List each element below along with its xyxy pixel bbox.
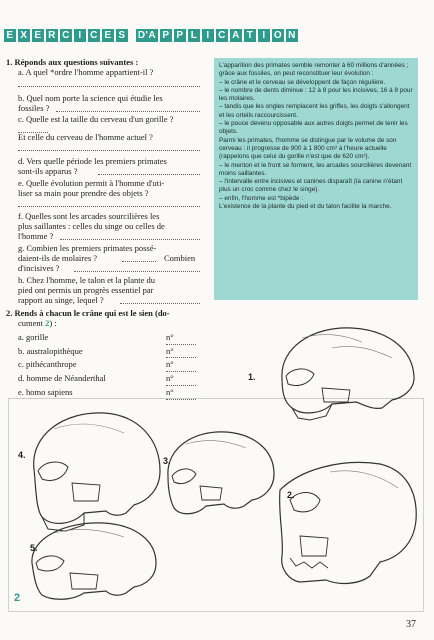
skull-label: 4.: [18, 450, 26, 460]
q1-c-line1: c. Quelle est la taille du cerveau d'un gorille ?: [18, 114, 174, 124]
banner-letter: C: [60, 29, 72, 42]
banner-letter: N: [286, 29, 298, 42]
q1-e-answer[interactable]: [18, 198, 200, 209]
q1-g-line2: daient-ils de molaires ?: [18, 253, 98, 263]
list-item: [18, 372, 196, 386]
banner-gap: [130, 29, 134, 42]
banner-letter: E: [102, 29, 114, 42]
banner-letter: I: [258, 29, 270, 42]
info-paragraph: – le menton et le front se forment, les arcades sourcilières devenant moins saillantes.: [219, 161, 412, 177]
q1-c-line2: Et celle du cerveau de l'homme actuel ?: [18, 132, 153, 142]
q1-d-answer[interactable]: [98, 166, 200, 177]
list-item-number[interactable]: n°: [166, 345, 196, 359]
q1-a: a. A quel *ordre l'homme appartient-il ?: [18, 67, 154, 77]
info-paragraph: – le crâne et le cerveau se développent de façon régulière.: [219, 78, 386, 86]
banner-letter: I: [202, 29, 214, 42]
banner-letter: L: [188, 29, 200, 42]
list-item-label: d. homme de Néanderthal: [18, 373, 106, 384]
list-item-label: b. australopithèque: [18, 345, 83, 356]
list-item: [18, 358, 196, 372]
banner-letter: D'A: [137, 30, 157, 41]
banner-letter: P: [160, 29, 172, 42]
list-item-number[interactable]: n°: [166, 372, 196, 386]
q2-document-number: 2: [45, 318, 50, 328]
info-paragraph: – le pouce devenu opposable aux autres doigts permet de tenir les objets.: [219, 120, 408, 136]
q1-g-line2b: Combien: [164, 253, 196, 263]
q1-d-line2: sont-ils apparus ?: [18, 166, 78, 176]
list-item: [18, 331, 196, 345]
q1-f-line1: f. Quelles sont les arcades sourcilières les: [18, 211, 160, 221]
skull-label: 5.: [30, 543, 38, 553]
banner-letter: C: [216, 29, 228, 42]
banner-letter: S: [116, 29, 128, 42]
q1-h-line1: h. Chez l'homme, le talon et la plante du: [18, 275, 156, 285]
page-number: 37: [406, 619, 416, 630]
exercise-banner: [4, 29, 298, 42]
skull-label: 2.: [287, 490, 295, 500]
list-item-label: e. homo sapiens: [18, 386, 73, 397]
q2-heading: [6, 308, 170, 318]
info-paragraph: L'apparition des primates semble remonter à 60 millions d'années ; grâce aux fossiles, on peut reconstituer leur évolution :: [219, 62, 409, 78]
banner-letter: E: [32, 29, 44, 42]
info-paragraph: – le nombre de dents diminue : 12 à 8 pour les incisives, 16 à 8 pour les molaires.: [219, 86, 413, 103]
info-paragraph: – enfin, l'homme est *bipède :: [219, 194, 303, 202]
q1-e-line1: e. Quelle évolution permit à l'homme d'uti-: [18, 178, 165, 188]
info-paragraph: Parmi les primates, l'homme se distingue par le volume de son cerveau : il progresse de 900 à 1 800 cm³ à l'heure actuelle (rappelons que celui du gorille n'est que de 620 cm³).: [219, 136, 397, 161]
skull-1-illustration: [262, 318, 422, 430]
q1-h-line3: rapport au singe, lequel ?: [18, 295, 104, 305]
q2-heading-c: ) :: [49, 318, 57, 328]
q1-h-answer[interactable]: [120, 295, 200, 306]
banner-letter: E: [4, 29, 16, 42]
list-item: [18, 345, 196, 359]
skull-2-illustration: [270, 440, 422, 590]
list-item-number[interactable]: n°: [166, 358, 196, 372]
q1-g-answer2[interactable]: [74, 263, 200, 274]
q1-f-line3: l'homme ?: [18, 231, 54, 241]
info-paragraph: – tandis que les ongles remplacent les griffes, les doigts s'allongent et les orteils raccourcissent.: [219, 103, 410, 119]
q1-heading: 1. Réponds aux questions suivantes :: [6, 57, 139, 67]
q1-f-answer[interactable]: [60, 231, 200, 242]
q1-b-line2: fossiles ?: [18, 103, 50, 113]
banner-letter: A: [230, 29, 242, 42]
q1-g-line1: g. Combien les premiers primates possé-: [18, 243, 157, 253]
evolution-info-box: [214, 58, 418, 300]
list-item-label: c. pithécanthrope: [18, 359, 77, 370]
q1-e-line2: liser sa main pour prendre des objets ?: [18, 188, 149, 198]
skull-label: 3.: [163, 456, 171, 466]
banner-letter: R: [46, 29, 58, 42]
banner-letter: T: [244, 29, 256, 42]
q1-d-line1: d. Vers quelle période les premiers primates: [18, 156, 167, 166]
document-number: 2: [14, 592, 21, 604]
skull-3-illustration: [150, 420, 280, 520]
banner-letter: X: [18, 29, 30, 42]
q1-c-answer2[interactable]: [18, 142, 200, 153]
banner-letter: I: [74, 29, 86, 42]
skull-5-illustration: [14, 515, 164, 605]
banner-letter: P: [174, 29, 186, 42]
q1-h-line2: pied ont permis un progrès essentiel par: [18, 285, 154, 295]
q1-b-line1: b. Quel nom porte la science qui étudie les: [18, 93, 163, 103]
banner-letter: O: [273, 30, 283, 41]
q2-list: [18, 331, 196, 400]
q2-heading-a: 2. Rends à chacun le crâne qui est le sien (do-: [6, 308, 170, 318]
q1-g-line3: d'incisives ?: [18, 263, 60, 273]
banner-letter: C: [88, 29, 100, 42]
q2-heading-line2: [18, 318, 57, 328]
info-paragraph: L'existence de la plante du pied et du talon facilite la marche.: [219, 203, 392, 211]
info-paragraph: – l'intervalle entre incisives et canines disparaît (la canine n'étant plus un croc comme chez le singe).: [219, 178, 403, 194]
q2-heading-b: cument: [18, 318, 44, 328]
q1-f-line2: plus saillantes : celles du singe ou celles de: [18, 221, 165, 231]
q1-a-answer[interactable]: [18, 78, 200, 89]
list-item-number[interactable]: n°: [166, 331, 196, 345]
q1-b-answer[interactable]: [56, 103, 200, 114]
list-item-label: a. gorille: [18, 332, 49, 342]
list-item-number[interactable]: n°: [166, 386, 196, 400]
skull-label: 1.: [248, 372, 256, 382]
